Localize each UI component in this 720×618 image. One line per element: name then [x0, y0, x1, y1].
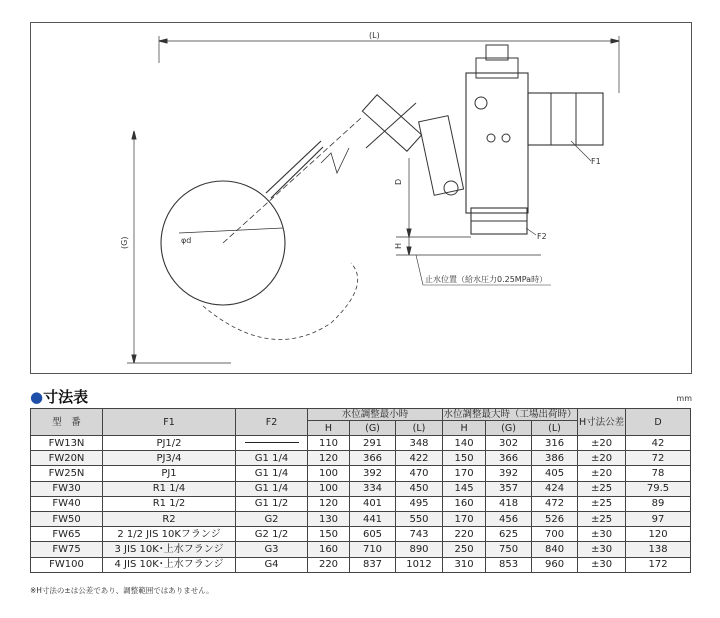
cell-max-l: 472	[532, 496, 578, 511]
cell-tol: ±20	[578, 466, 626, 481]
cell-max-l: 316	[532, 436, 578, 451]
cell-min-g: 605	[350, 527, 396, 542]
cell-min-h: 120	[308, 496, 350, 511]
header-max-group: 水位調整最大時（工場出荷時）	[443, 409, 577, 420]
cell-f2: G4	[236, 557, 308, 572]
table-row	[31, 466, 691, 481]
cell-d: 97	[626, 511, 691, 526]
dim-label-h: H	[394, 242, 403, 249]
cell-max-h: 170	[443, 511, 486, 526]
dim-label-l: (L)	[369, 31, 380, 40]
table-row	[31, 527, 691, 542]
table-row	[31, 451, 691, 466]
cell-min-h: 100	[308, 466, 350, 481]
header-f2: F2	[236, 409, 308, 436]
cell-f2	[236, 436, 308, 451]
label-f1: F1	[591, 157, 601, 166]
cell-f2: G1 1/2	[236, 496, 308, 511]
cell-min-h: 110	[308, 436, 350, 451]
cell-min-g: 334	[350, 481, 396, 496]
cell-min-l: 470	[396, 466, 443, 481]
cell-tol: ±25	[578, 496, 626, 511]
cell-min-g: 401	[350, 496, 396, 511]
cell-min-l: 450	[396, 481, 443, 496]
header-min-group: 水位調整最小時	[308, 409, 443, 421]
none-dash	[245, 442, 299, 443]
header-min-g: (G)	[350, 421, 396, 436]
cell-tol: ±20	[578, 436, 626, 451]
header-f1: F1	[103, 409, 236, 436]
label-water-level: 止水位置（給水圧力0.25MPa時）	[425, 275, 548, 284]
cell-d: 79.5	[626, 481, 691, 496]
dimension-table	[30, 408, 691, 573]
cell-max-h: 310	[443, 557, 486, 572]
cell-max-h: 160	[443, 496, 486, 511]
cell-model: FW50	[31, 511, 103, 526]
cell-f1: 3 JIS 10K･上水フランジ	[103, 542, 236, 557]
cell-f1: PJ1/2	[103, 436, 236, 451]
cell-max-l: 840	[532, 542, 578, 557]
cell-d: 89	[626, 496, 691, 511]
cell-f1: R1 1/2	[103, 496, 236, 511]
cell-f1: R2	[103, 511, 236, 526]
cell-max-g: 392	[486, 466, 532, 481]
cell-max-l: 526	[532, 511, 578, 526]
cell-min-g: 392	[350, 466, 396, 481]
ball-tap-diagram	[31, 23, 691, 373]
cell-f2: G1 1/4	[236, 481, 308, 496]
cell-max-h: 140	[443, 436, 486, 451]
cell-tol: ±30	[578, 542, 626, 557]
cell-model: FW20N	[31, 451, 103, 466]
cell-min-l: 495	[396, 496, 443, 511]
cell-f2: G2 1/2	[236, 527, 308, 542]
header-h-tolerance: H寸法公差	[578, 409, 626, 436]
cell-max-l: 386	[532, 451, 578, 466]
cell-max-h: 150	[443, 451, 486, 466]
cell-min-h: 100	[308, 481, 350, 496]
cell-max-g: 418	[486, 496, 532, 511]
cell-max-g: 302	[486, 436, 532, 451]
cell-max-h: 145	[443, 481, 486, 496]
cell-max-h: 250	[443, 542, 486, 557]
cell-f2: G2	[236, 511, 308, 526]
cell-d: 138	[626, 542, 691, 557]
cell-min-l: 890	[396, 542, 443, 557]
cell-min-g: 441	[350, 511, 396, 526]
cell-min-g: 710	[350, 542, 396, 557]
header-d: D	[626, 409, 691, 436]
cell-min-l: 550	[396, 511, 443, 526]
header-max-g: (G)	[486, 421, 532, 436]
cell-model: FW100	[31, 557, 103, 572]
section-title	[30, 386, 88, 407]
cell-min-l: 1012	[396, 557, 443, 572]
table-row	[31, 496, 691, 511]
cell-f1: 2 1/2 JIS 10Kフランジ	[103, 527, 236, 542]
cell-max-l: 700	[532, 527, 578, 542]
cell-f1: R1 1/4	[103, 481, 236, 496]
dim-label-g: (G)	[120, 236, 129, 249]
cell-model: FW65	[31, 527, 103, 542]
cell-f2: G3	[236, 542, 308, 557]
table-row	[31, 557, 691, 572]
cell-d: 42	[626, 436, 691, 451]
footnote: ※H寸法の±は公差であり、調整範囲ではありません。	[30, 586, 214, 595]
cell-tol: ±30	[578, 557, 626, 572]
cell-model: FW75	[31, 542, 103, 557]
cell-d: 172	[626, 557, 691, 572]
table-body	[31, 436, 691, 573]
cell-min-g: 837	[350, 557, 396, 572]
cell-d: 120	[626, 527, 691, 542]
cell-max-g: 853	[486, 557, 532, 572]
cell-min-g: 291	[350, 436, 396, 451]
cell-model: FW13N	[31, 436, 103, 451]
cell-min-h: 220	[308, 557, 350, 572]
cell-tol: ±25	[578, 511, 626, 526]
header-max-l: (L)	[532, 421, 578, 436]
header-min-h: H	[308, 421, 350, 436]
header-model: 型 番	[31, 409, 103, 436]
cell-tol: ±25	[578, 481, 626, 496]
cell-f2: G1 1/4	[236, 451, 308, 466]
cell-min-l: 348	[396, 436, 443, 451]
table-row	[31, 542, 691, 557]
cell-max-g: 456	[486, 511, 532, 526]
cell-model: FW40	[31, 496, 103, 511]
cell-f1: PJ3/4	[103, 451, 236, 466]
cell-max-g: 750	[486, 542, 532, 557]
unit-label: mm	[676, 394, 692, 403]
cell-f1: 4 JIS 10K･上水フランジ	[103, 557, 236, 572]
header-max-h: H	[443, 421, 486, 436]
label-f2: F2	[537, 232, 547, 241]
cell-min-h: 150	[308, 527, 350, 542]
cell-min-l: 743	[396, 527, 443, 542]
cell-max-h: 220	[443, 527, 486, 542]
cell-max-g: 625	[486, 527, 532, 542]
cell-tol: ±20	[578, 451, 626, 466]
cell-min-h: 130	[308, 511, 350, 526]
dim-label-d: D	[394, 178, 403, 185]
table-row	[31, 436, 691, 451]
cell-f1: PJ1	[103, 466, 236, 481]
header-min-l: (L)	[396, 421, 443, 436]
cell-max-l: 960	[532, 557, 578, 572]
cell-min-h: 160	[308, 542, 350, 557]
cell-min-h: 120	[308, 451, 350, 466]
cell-f2: G1 1/4	[236, 466, 308, 481]
cell-model: FW25N	[31, 466, 103, 481]
cell-max-l: 405	[532, 466, 578, 481]
table-row	[31, 511, 691, 526]
cell-min-l: 422	[396, 451, 443, 466]
cell-max-g: 357	[486, 481, 532, 496]
cell-tol: ±30	[578, 527, 626, 542]
cell-model: FW30	[31, 481, 103, 496]
technical-drawing	[30, 22, 692, 374]
cell-d: 72	[626, 451, 691, 466]
cell-max-h: 170	[443, 466, 486, 481]
cell-max-g: 366	[486, 451, 532, 466]
bullet-icon: ●	[30, 388, 44, 406]
table-row	[31, 481, 691, 496]
section-header	[30, 386, 692, 406]
cell-d: 78	[626, 466, 691, 481]
section-title-text: 寸法表	[43, 388, 89, 406]
cell-min-g: 366	[350, 451, 396, 466]
cell-max-l: 424	[532, 481, 578, 496]
dim-label-phi-d: φd	[181, 236, 192, 245]
